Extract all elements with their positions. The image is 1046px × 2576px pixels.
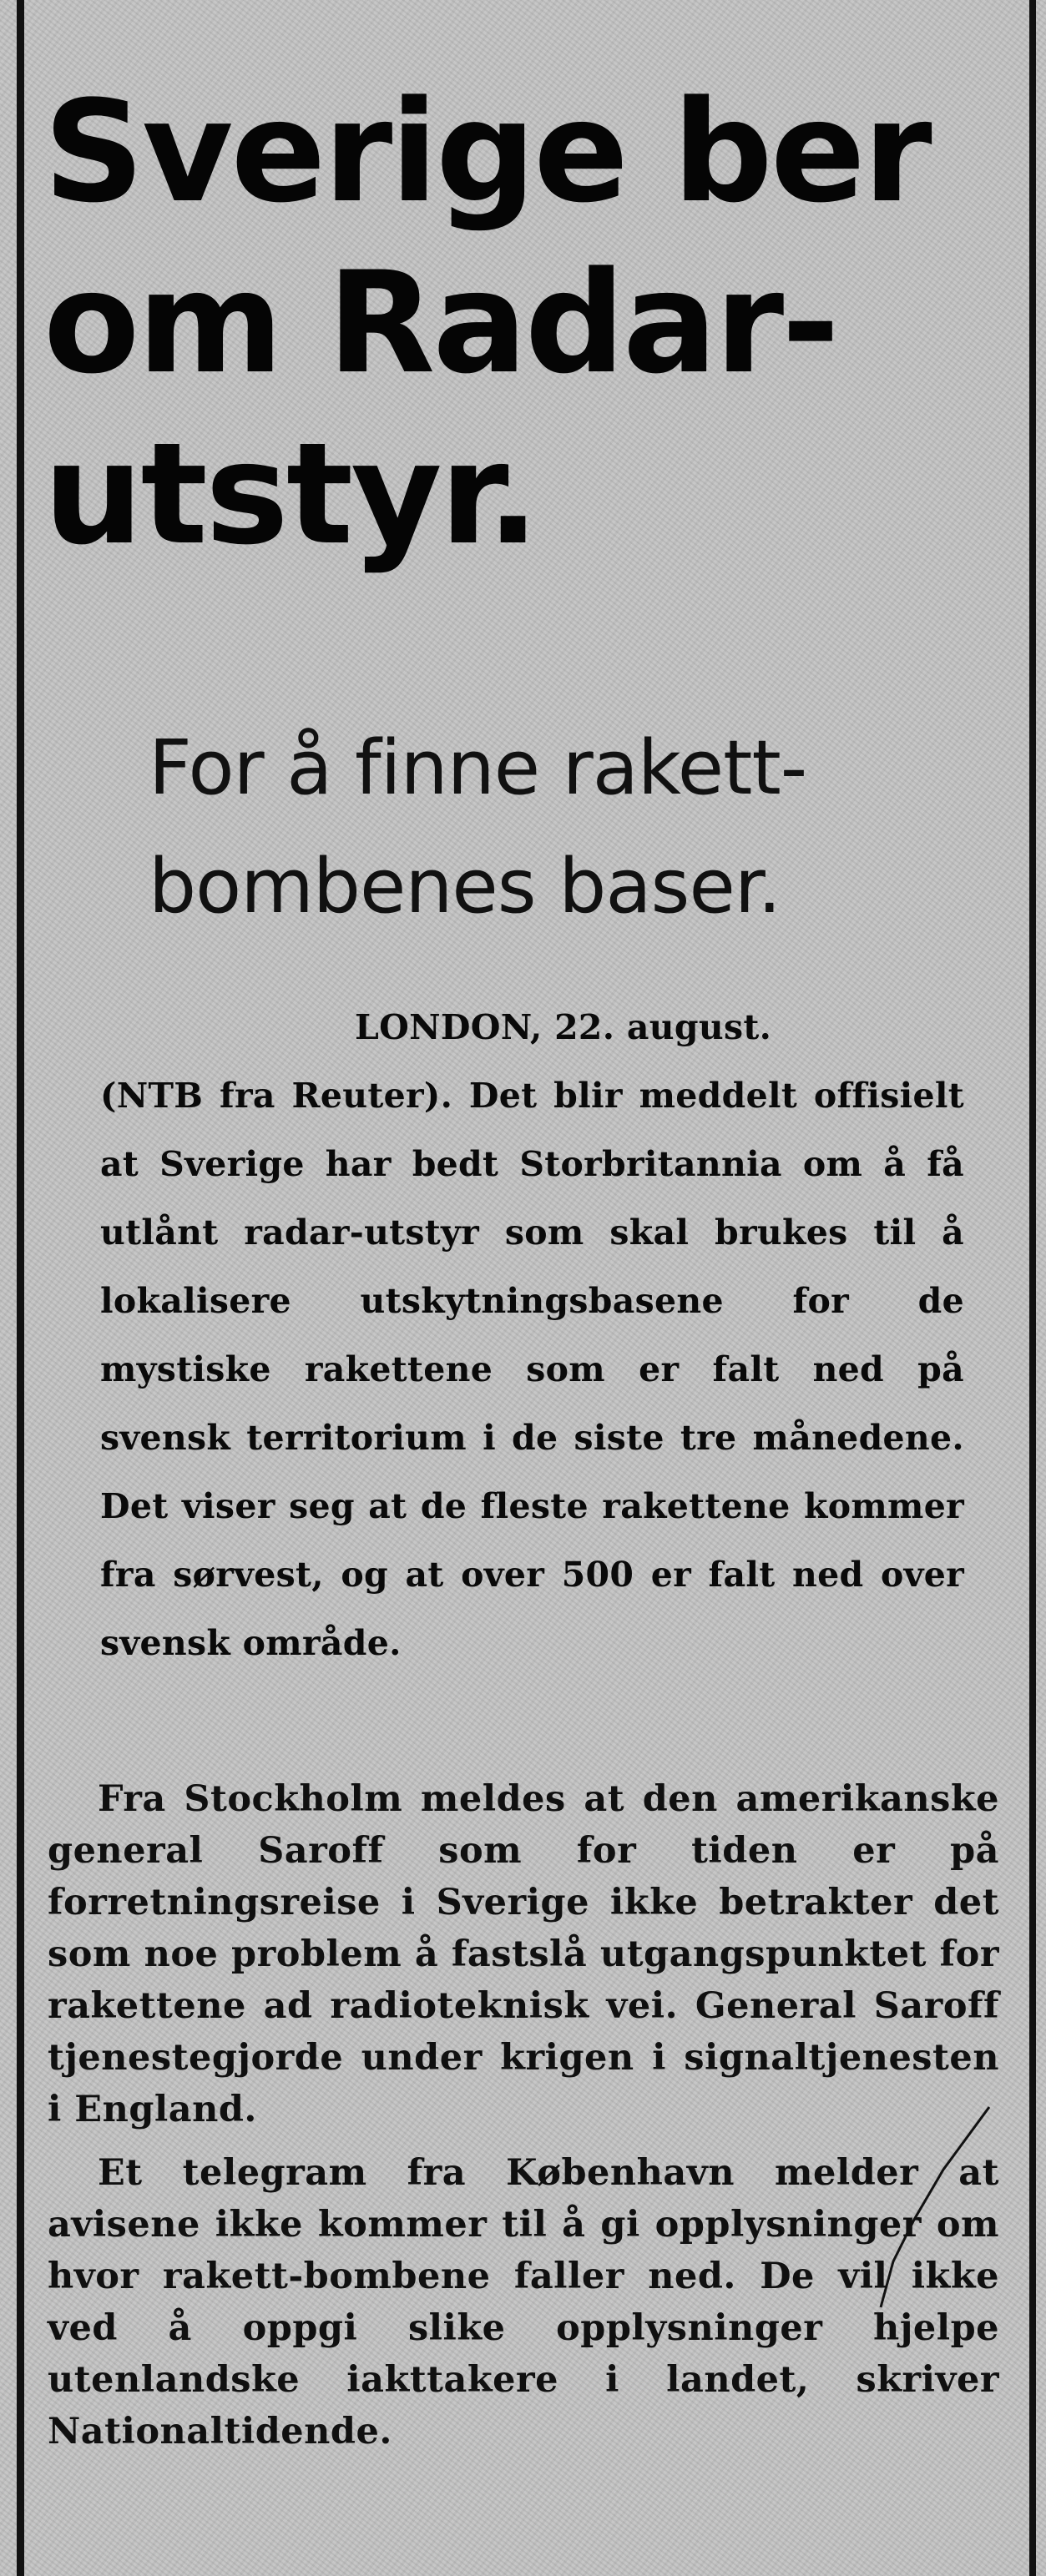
left-column-rule [17,0,24,2576]
scissor-cut-line [835,2103,993,2311]
lead-text: (NTB fra Reuter). Det blir meddelt offisielt at Sverige har bedt Storbritannia om å få utlånt radar-utstyr som skal brukes til å lokalisere utskytningsbasene for de mystiske rakettene som er falt ned på svensk territorium i de siste tre månedene. Det viser seg at de fleste rakettene kommer fra sørvest, og at over 500 er falt ned over svensk område. [100,1076,964,1663]
paragraph-2: Et telegram fra København melder at avisene ikke kommer til å gi opplysninger om hvor rakett-bombene faller ned. De vil ikke ved å oppgi slike opplysninger hjelpe utenlandske iakttakere i landet, skriver Nationaltidende. [48,2152,999,2452]
subheadline: For å finne rakett- bombenes baser. [149,724,807,930]
lead-paragraph [100,993,964,1677]
right-column-rule [1029,0,1036,2576]
headline: Sverige ber om Radar- utstyr. [43,70,930,576]
paragraph-1: Fra Stockholm meldes at den amerikanske general Saroff som for tiden er på forretningsreise i Sverige ikke betrakter det som noe problem å fastslå utgangspunktet for rakettene ad radioteknisk vei. General Saroff tjenestegjorde under krigen i signaltjenesten i England. [48,1778,999,2130]
dateline: LONDON, 22. august. [355,1007,772,1047]
